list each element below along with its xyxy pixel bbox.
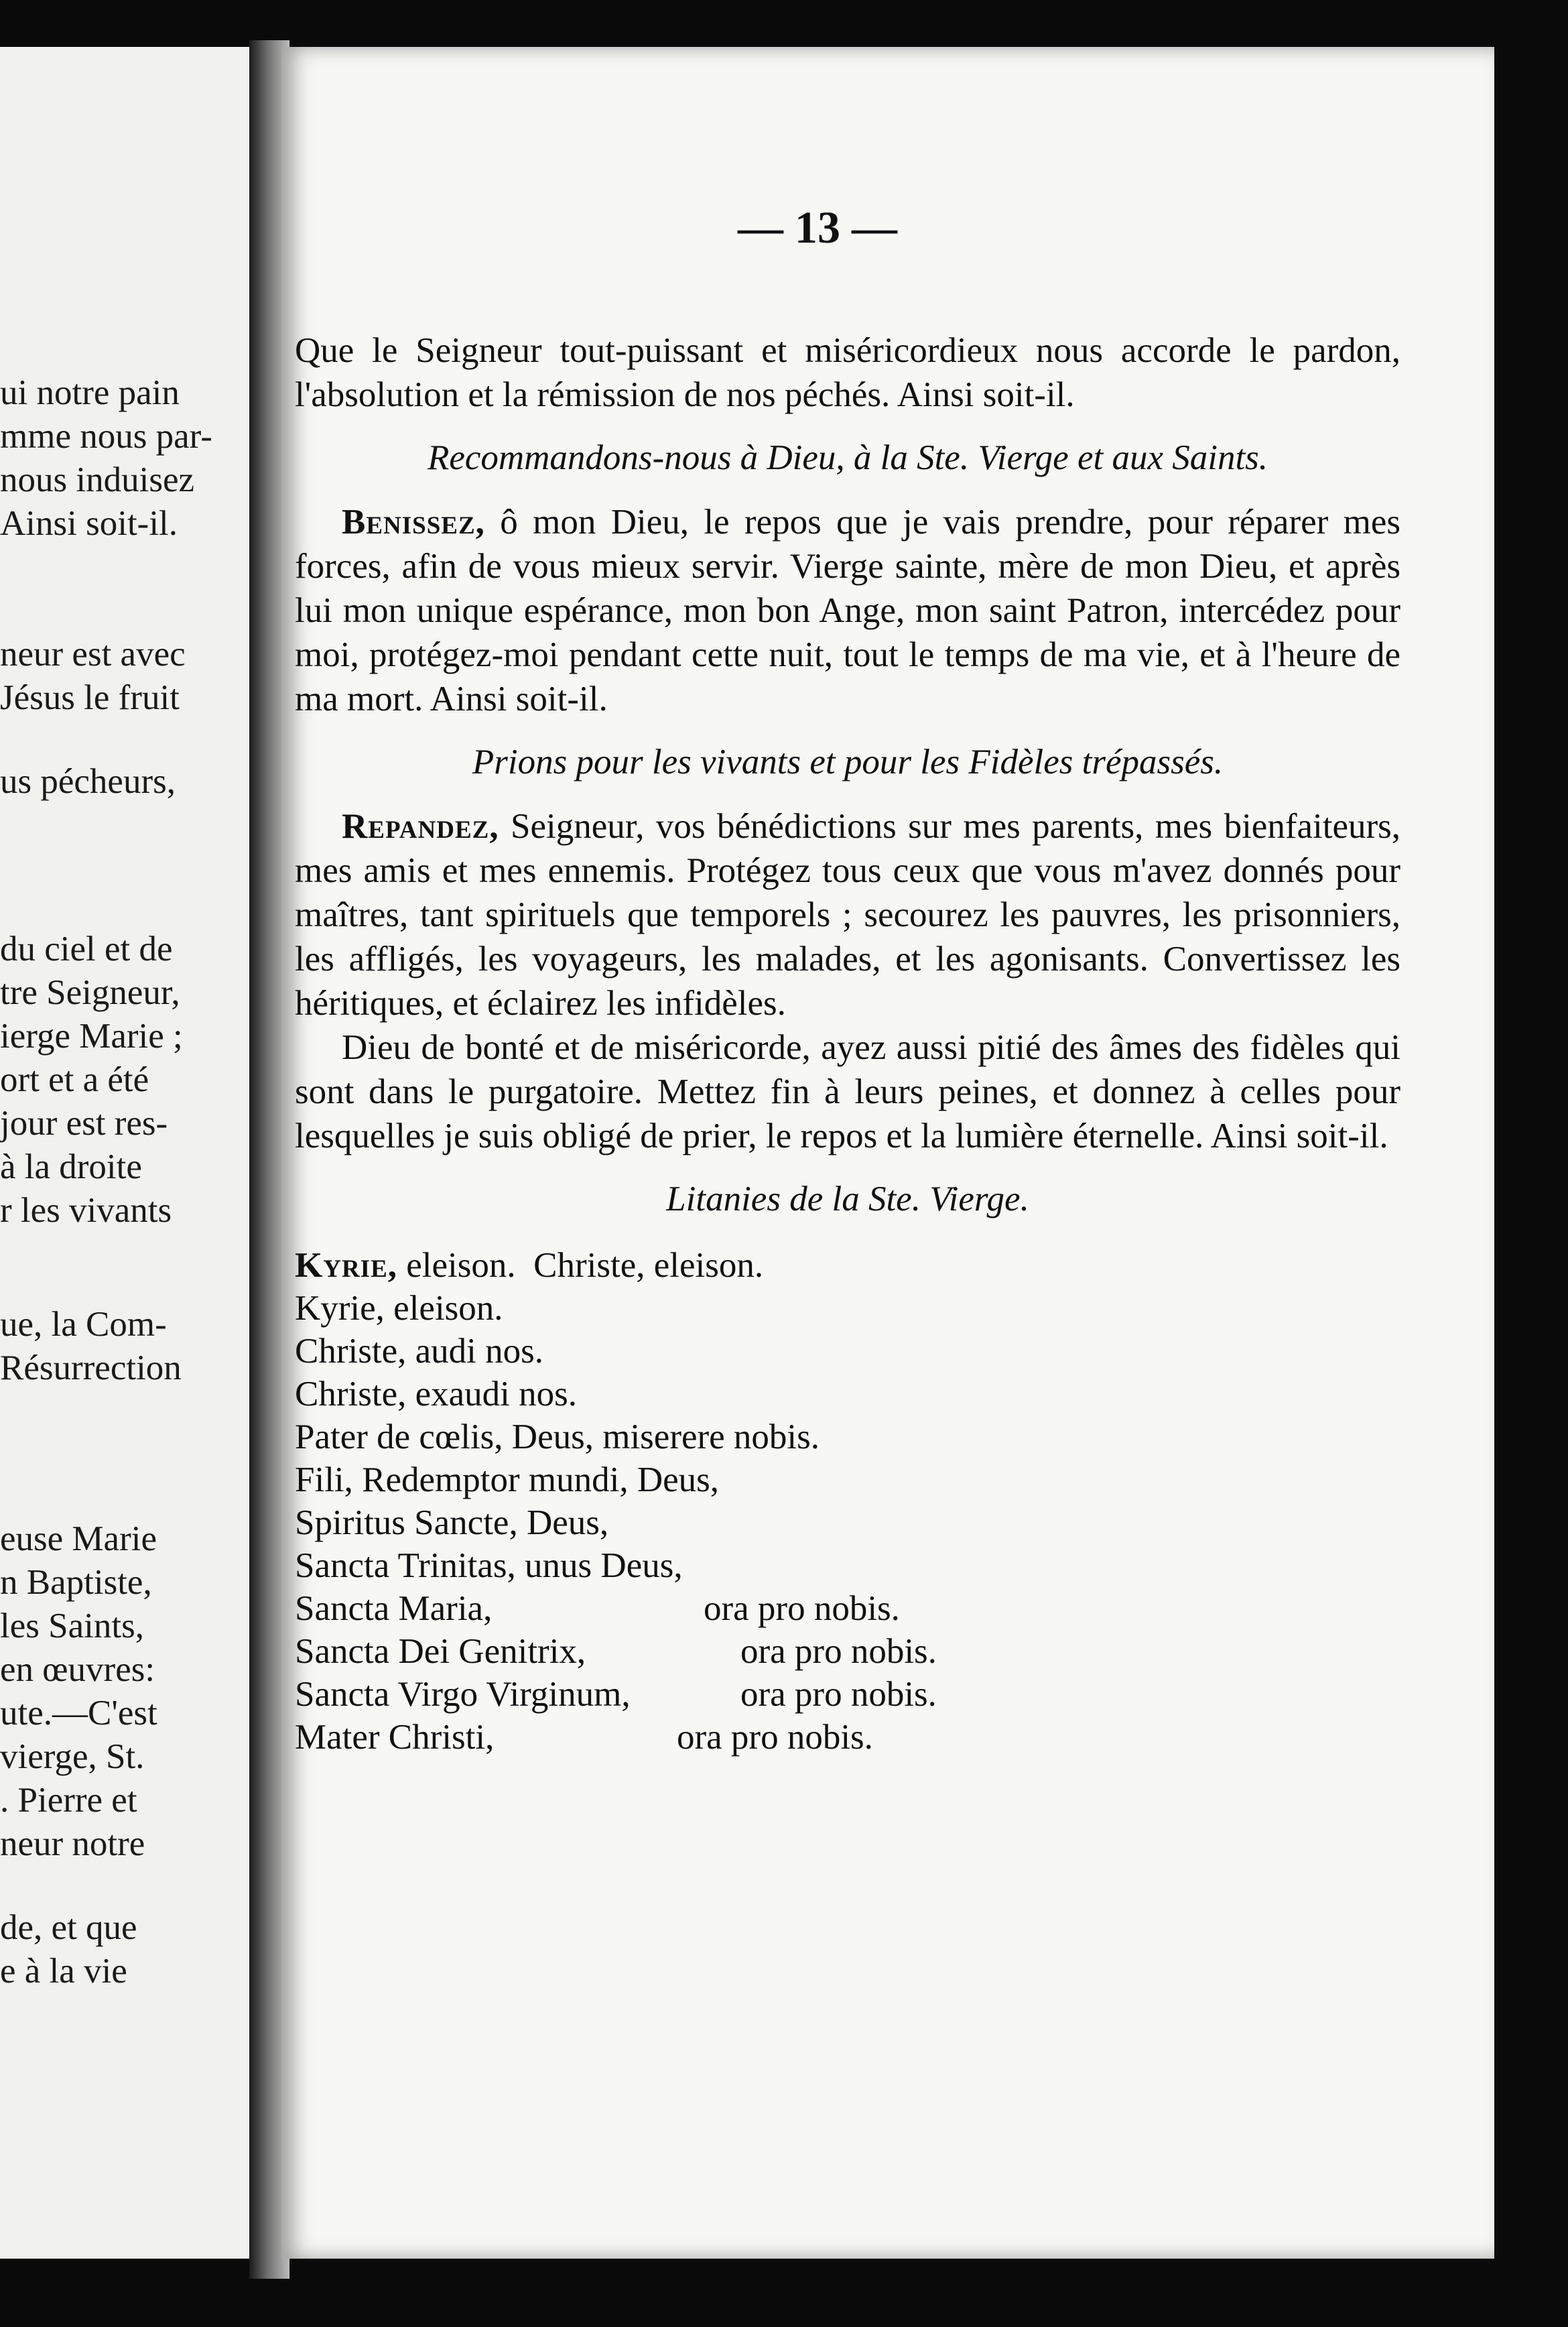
- litany-text: eleison. Christe, eleison.: [397, 1246, 764, 1285]
- left-line: vierge, St.: [0, 1737, 145, 1776]
- litany-line: Sancta Trinitas, unus Deus,: [295, 1546, 683, 1585]
- left-line: e à la vie: [0, 1952, 127, 1991]
- prayer-lead-word: Benissez,: [342, 503, 485, 542]
- prayer-repandez: [295, 804, 1400, 1025]
- prayer-lead-word: Repandez,: [342, 807, 499, 846]
- left-line: . Pierre et: [0, 1781, 137, 1820]
- left-line: du ciel et de: [0, 930, 173, 968]
- left-line: à la droite: [0, 1147, 142, 1186]
- prayer-benissez: [295, 500, 1400, 721]
- litany-lead-word: Kyrie,: [295, 1246, 397, 1285]
- left-line: nous induisez: [0, 460, 194, 499]
- page-body: [295, 328, 1400, 1759]
- left-line: n Baptiste,: [0, 1563, 152, 1602]
- litany-invocation: [295, 1673, 1400, 1716]
- left-line: tre Seigneur,: [0, 973, 180, 1012]
- left-line: ort et a été: [0, 1060, 149, 1099]
- litany-line: Pater de cœlis, Deus, miserere nobis.: [295, 1418, 820, 1456]
- litany-line: Christe, audi nos.: [295, 1332, 543, 1371]
- section-heading-saints: Recommandons-nous à Dieu, à la Ste. Vierge et aux Saints.: [427, 438, 1268, 477]
- prayer-body: ô mon Dieu, le repos que je vais prendre, pour réparer mes forces, afin de vous mieux servir. Vierge sainte, mère de mon Dieu, et après lui mon unique espérance, mon bon Ange, mon saint Patron, intercédez pour moi, protégez-moi pendant cette nuit, tout le temps de ma vie, et à l'heure de ma mort. Ainsi soit-il.: [295, 503, 1400, 718]
- invocation-response: ora pro nobis.: [740, 1632, 937, 1671]
- section-heading-faithful: Prions pour les vivants et pour les Fidèles trépassés.: [472, 743, 1224, 781]
- left-line: mme nous par-: [0, 417, 212, 456]
- left-line: les Saints,: [0, 1607, 144, 1645]
- litany-line: Christe, exaudi nos.: [295, 1375, 577, 1413]
- litany-invocation: [295, 1630, 1400, 1673]
- left-line: euse Marie: [0, 1519, 157, 1558]
- opening-prayer: Que le Seigneur tout-puissant et miséricordieux nous accorde le pardon, l'absolution et la rémission de nos péchés. Ainsi soit-il.: [295, 331, 1400, 414]
- left-line: neur notre: [0, 1824, 145, 1863]
- page-number: — 13 —: [738, 202, 897, 253]
- left-line: de, et que: [0, 1908, 137, 1947]
- left-line: r les vivants: [0, 1191, 172, 1230]
- left-line: jour est res-: [0, 1104, 168, 1143]
- prayer-purgatory: Dieu de bonté et de miséricorde, ayez aussi pitié des âmes des fidèles qui sont dans le purgatoire. Mettez fin à leurs peines, et donnez à celles pour lesquelles je suis obligé de prier, le repos et la lumière éternelle. Ainsi soit-il.: [295, 1028, 1400, 1155]
- litany-line: Spiritus Sancte, Deus,: [295, 1503, 609, 1542]
- invocation-response: ora pro nobis.: [740, 1675, 937, 1714]
- litany-list: [295, 1244, 1400, 1759]
- left-line: us pécheurs,: [0, 762, 176, 801]
- litany-line: Fili, Redemptor mundi, Deus,: [295, 1460, 720, 1499]
- left-line: ui notre pain: [0, 373, 180, 412]
- invocation-name: Mater Christi,: [295, 1718, 495, 1757]
- left-line: en œuvres:: [0, 1650, 155, 1689]
- invocation-response: ora pro nobis.: [677, 1718, 873, 1757]
- litany-line: [295, 1244, 1400, 1287]
- invocation-name: Sancta Maria,: [295, 1589, 493, 1628]
- litany-line: Kyrie, eleison.: [295, 1289, 503, 1328]
- prayer-body: Seigneur, vos bénédictions sur mes parents, mes bienfaiteurs, mes amis et mes ennemis. Protégez tous ceux que vous m'avez donnés pour maîtres, tant spirituels que temporels ; secourez les pauvres, les prisonniers, les affligés, les voyageurs, les malades, et les agonisants. Convertissez les héritiques, et éclairez les infidèles.: [295, 807, 1400, 1023]
- invocation-name: Sancta Virgo Virginum,: [295, 1675, 631, 1714]
- left-line: ue, la Com-: [0, 1305, 167, 1344]
- left-line: Résurrection: [0, 1348, 182, 1387]
- left-line: ierge Marie ;: [0, 1017, 183, 1056]
- left-line: Jésus le fruit: [0, 678, 180, 717]
- left-line: ute.—C'est: [0, 1694, 157, 1733]
- left-page-fragment: [0, 47, 249, 2259]
- litany-invocation: [295, 1716, 1400, 1759]
- invocation-response: ora pro nobis.: [704, 1589, 900, 1628]
- left-line: Ainsi soit-il.: [0, 504, 178, 543]
- litany-invocation: [295, 1587, 1400, 1630]
- invocation-name: Sancta Dei Genitrix,: [295, 1632, 586, 1671]
- left-line: neur est avec: [0, 635, 186, 674]
- litany-heading: Litanies de la Ste. Vierge.: [666, 1180, 1029, 1218]
